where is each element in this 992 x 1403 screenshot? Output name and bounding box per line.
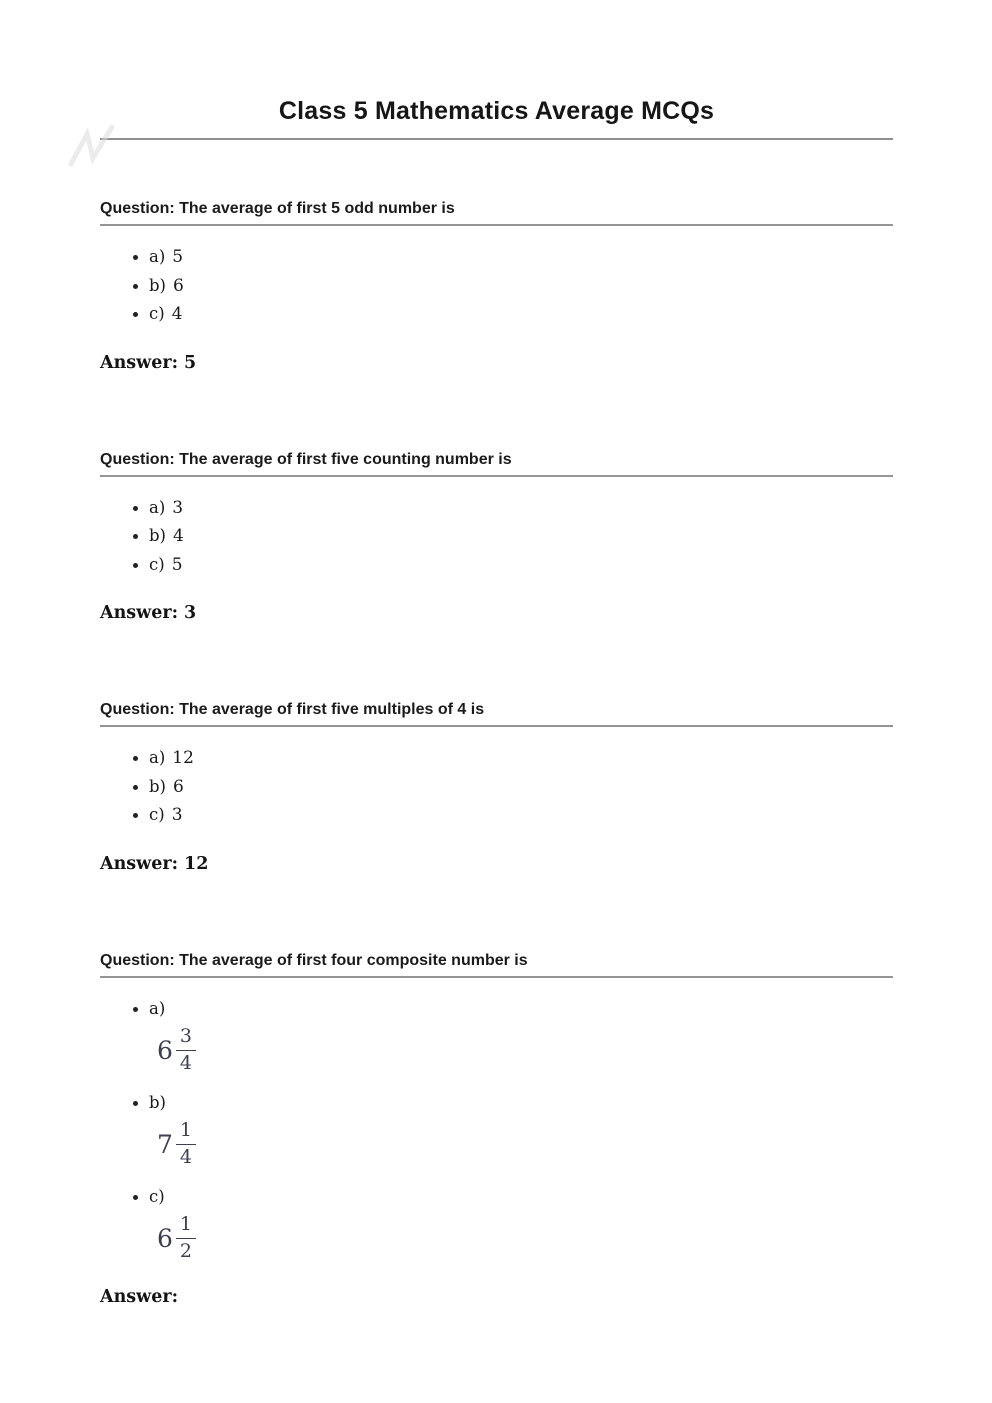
option-value: 6	[173, 275, 184, 296]
option-label: c)	[149, 805, 165, 824]
option-label: b)	[149, 776, 166, 796]
fraction-stack	[176, 1026, 196, 1075]
option-label: a)	[149, 497, 166, 517]
options-list	[100, 494, 893, 580]
option-item	[149, 551, 893, 580]
option-value: 4	[173, 526, 184, 546]
answer-line	[100, 854, 893, 875]
question-block-1	[100, 199, 893, 374]
page-title: Class 5 Mathematics Average MCQs	[278, 97, 715, 125]
option-label: c)	[149, 304, 165, 323]
question-heading: Question: The average of first 5 odd number is	[100, 200, 455, 217]
fraction-whole: 6	[157, 1224, 173, 1254]
question-divider	[100, 976, 893, 978]
option-item	[149, 744, 893, 773]
options-list	[100, 995, 893, 1264]
fraction-whole: 7	[157, 1130, 173, 1160]
options-list	[100, 243, 893, 329]
answer-line	[100, 353, 893, 374]
fraction-numerator: 1	[176, 1120, 196, 1145]
option-label: c)	[149, 1186, 165, 1206]
document-header	[100, 97, 893, 140]
question-heading: Question: The average of first four composite number is	[100, 951, 528, 969]
option-item	[149, 243, 893, 272]
fraction-stack	[176, 1120, 196, 1169]
option-item	[149, 1183, 893, 1263]
answer-label: Answer:	[100, 603, 179, 623]
title-divider	[100, 138, 893, 140]
option-value: 3	[172, 497, 184, 518]
option-value: 5	[171, 554, 183, 575]
option-item	[149, 1089, 893, 1169]
answer-line	[100, 1287, 893, 1308]
fraction-numerator: 3	[176, 1026, 196, 1051]
option-value: 5	[172, 247, 184, 267]
option-label: a)	[149, 748, 166, 767]
option-value: 12	[172, 748, 194, 768]
question-block-4	[100, 951, 893, 1309]
option-item	[149, 801, 893, 830]
answer-line	[100, 603, 893, 624]
answer-label: Answer:	[100, 853, 179, 874]
answer-label: Answer:	[100, 352, 179, 373]
option-item	[149, 773, 893, 802]
option-label: c)	[149, 554, 165, 574]
question-heading: Question: The average of first five multiples of 4 is	[100, 701, 485, 718]
question-divider	[100, 475, 893, 477]
question-block-3	[100, 700, 893, 875]
fraction-denominator: 4	[179, 1146, 192, 1169]
fraction-stack	[176, 1214, 196, 1263]
option-value: 6	[173, 776, 184, 797]
fraction-denominator: 2	[179, 1240, 192, 1263]
options-list	[100, 744, 893, 830]
question-block-2	[100, 450, 893, 625]
option-value: 3	[171, 805, 183, 825]
fraction-denominator: 4	[179, 1051, 192, 1074]
option-label: a)	[149, 998, 166, 1018]
option-item	[149, 522, 893, 551]
question-divider	[100, 725, 893, 727]
fraction-numerator: 1	[176, 1214, 196, 1239]
question-heading: Question: The average of first five counting number is	[100, 450, 512, 468]
answer-value: 3	[184, 603, 197, 623]
option-item	[149, 995, 893, 1075]
option-item	[149, 300, 893, 329]
mixed-fraction	[157, 1214, 893, 1263]
mixed-fraction	[157, 1026, 893, 1075]
option-label: b)	[149, 1092, 166, 1112]
option-label: b)	[149, 275, 166, 295]
question-divider	[100, 224, 893, 226]
option-label: a)	[149, 247, 166, 266]
option-item	[149, 494, 893, 523]
answer-value: 12	[184, 853, 209, 874]
option-item	[149, 272, 893, 301]
option-value: 4	[171, 304, 183, 324]
answer-value: 5	[184, 352, 197, 373]
answer-label: Answer:	[100, 1287, 179, 1308]
scan-artifact	[66, 122, 120, 170]
option-label: b)	[149, 526, 166, 545]
fraction-whole: 6	[157, 1035, 173, 1065]
mixed-fraction	[157, 1120, 893, 1169]
